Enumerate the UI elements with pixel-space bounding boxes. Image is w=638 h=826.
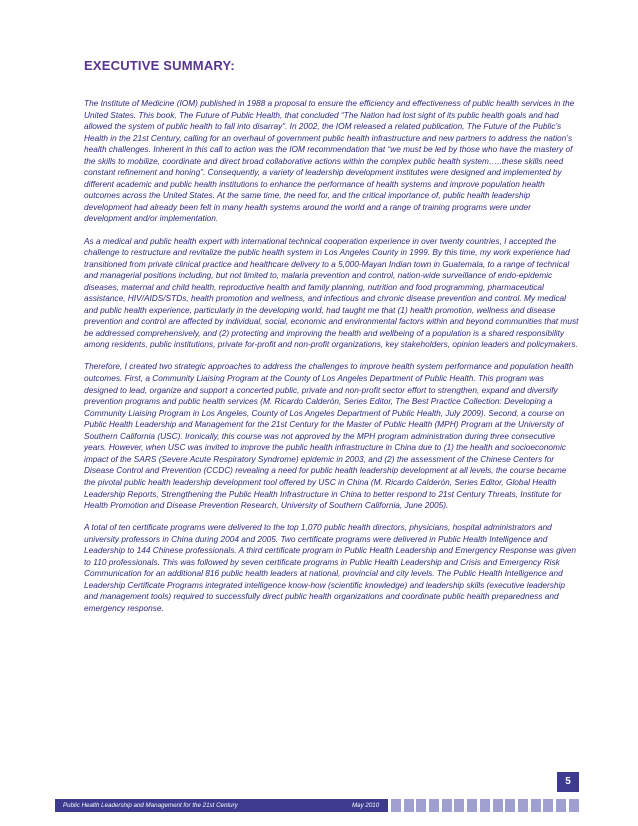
decor-square (493, 799, 503, 812)
footer-decoration (391, 799, 579, 812)
decor-square (416, 799, 426, 812)
decor-square (480, 799, 490, 812)
footer-bar (55, 799, 388, 812)
decor-square (404, 799, 414, 812)
decor-square (429, 799, 439, 812)
decor-square (569, 799, 579, 812)
decor-square (518, 799, 528, 812)
decor-square (442, 799, 452, 812)
decor-square (531, 799, 541, 812)
summary-body (84, 98, 579, 625)
paragraph-1: The Institute of Medicine (IOM) published in 1988 a proposal to ensure the efficiency and effectiveness of public health services in the United States. This book, The Future of Public Health, that concluded “The Nation had lost sight of its public health goals and had allowed the system of public health to fall into disarray”. In 2002, the IOM released a related publication, The Future of the Public’s Health in the 21st Century, calling for an overhaul of government public health infrastructure and new partners to address the nation’s health challenges. Inherent in this call to action was the IOM recommendation that “we must be led by those who have the mastery of the skills to mobilize, coordinate and direct broad collaborative actions within the complex public health system…..these skills need constant refinement and honing”. Consequently, a variety of leadership development institutes were designed and implemented by different academic and public health institutions to enhance the performance of health systems and improve population health outcomes across the United States. At the same time, the need for, and the critical importance of, public health leadership development had already been felt in many health systems around the world and a range of training programs were under development and/or implementation. (84, 98, 575, 224)
paragraph-4: A total of ten certificate programs were delivered to the top 1,070 public health directors, physicians, hospital administrators and university professors in China during 2004 and 2005. Two certificate programs were delivered in Public Health Intelligence and Leadership to 144 Chinese professionals. A third certificate program in Public Health Leadership and Emergency Response was given to 110 professionals. This was followed by seven certificate programs in Public Health Leadership and Crisis and Emergency Risk Communication for an additional 816 public health leaders at national, provincial and city levels. The Public Health Intelligence and Leadership Certificate Programs integrated intelligence know-how (scientific knowledge) and leadership skills (executive leadership and management tools) required to successfully direct public health organizations and coordinate public health preparedness and emergency response. (84, 522, 576, 613)
paragraph-3: Therefore, I created two strategic approaches to address the challenges to improve health system performance and population health outcomes. First, a Community Liaising Program at the County of Los Angeles Department of Public Health. This program was designed to lead, organize and support a concerted public, private and non-profit sector effort to strengthen, expand and diversify prevention programs and public health services (M. Ricardo Calderón, Series Editor, The Best Practice Collection: Developing a Community Liaising Program in Los Angeles, County of Los Angeles Department of Public Health, July 2009). Second, a course on Public Health Leadership and Management for the 21st Century for the Master of Public Health (MPH) Program at the University of Southern California (USC). Ironically, this course was not approved by the MPH program administration during three consecutive years. However, when USC was invited to improve the public health infrastructure in China due to (1) the health and socioeconomic impact of the SARS (Severe Acute Respiratory Syndrome) epidemic in 2003, and (2) the assessment of the Chinese Centers for Disease Control and Prevention (CCDC) revealing a need for public health leadership development at all levels, the course became the pivotal public health leadership development tool offered by USC in China (M. Ricardo Calderón, Series Editor, Global Health Leadership Reports, Strengthening the Public Health Infrastructure in China to better respond to 21st Century Threats, Institute for Health Promotion and Disease Prevention Research, University of Southern California, June 2005). (84, 361, 574, 511)
footer-title: Public Health Leadership and Management for the 21st Century (63, 802, 238, 809)
decor-square (391, 799, 401, 812)
section-heading: EXECUTIVE SUMMARY: (84, 58, 235, 73)
decor-square (467, 799, 477, 812)
decor-square (454, 799, 464, 812)
decor-square (556, 799, 566, 812)
footer-date: May 2010 (352, 802, 380, 809)
decor-square (505, 799, 515, 812)
page-number: 5 (557, 772, 579, 792)
paragraph-2: As a medical and public health expert with international technical cooperation experience in over twenty countries, I accepted the challenge to restructure and revitalize the public health system in Los Angeles County in 1999. By this time, my work experience had transitioned from private clinical practice and healthcare delivery to a 5,000-Mayan Indian town in Guatemala, to a range of technical and managerial positions including, but not limited to, malaria prevention and control, nation-wide surveillance of endo-epidemic diseases, maternal and child health, reproductive health and family planning, nutrition and food programming, pharmaceutical assistance, HIV/AIDS/STDs, health promotion and wellness, and infectious and chronic disease prevention and control. My medical and public health experience, particularly in the developing world, had taught me that (1) health promotion, wellness and disease prevention and control are affected by individual, social, economic and environmental factors within and beyond communities that must be addressed comprehensively, and (2) protecting and improving the health and wellbeing of a population is a shared responsibility among residents, public institutions, private for-profit and non-profit organizations, key stakeholders, opinion leaders and policymakers. (84, 235, 579, 350)
decor-square (543, 799, 553, 812)
